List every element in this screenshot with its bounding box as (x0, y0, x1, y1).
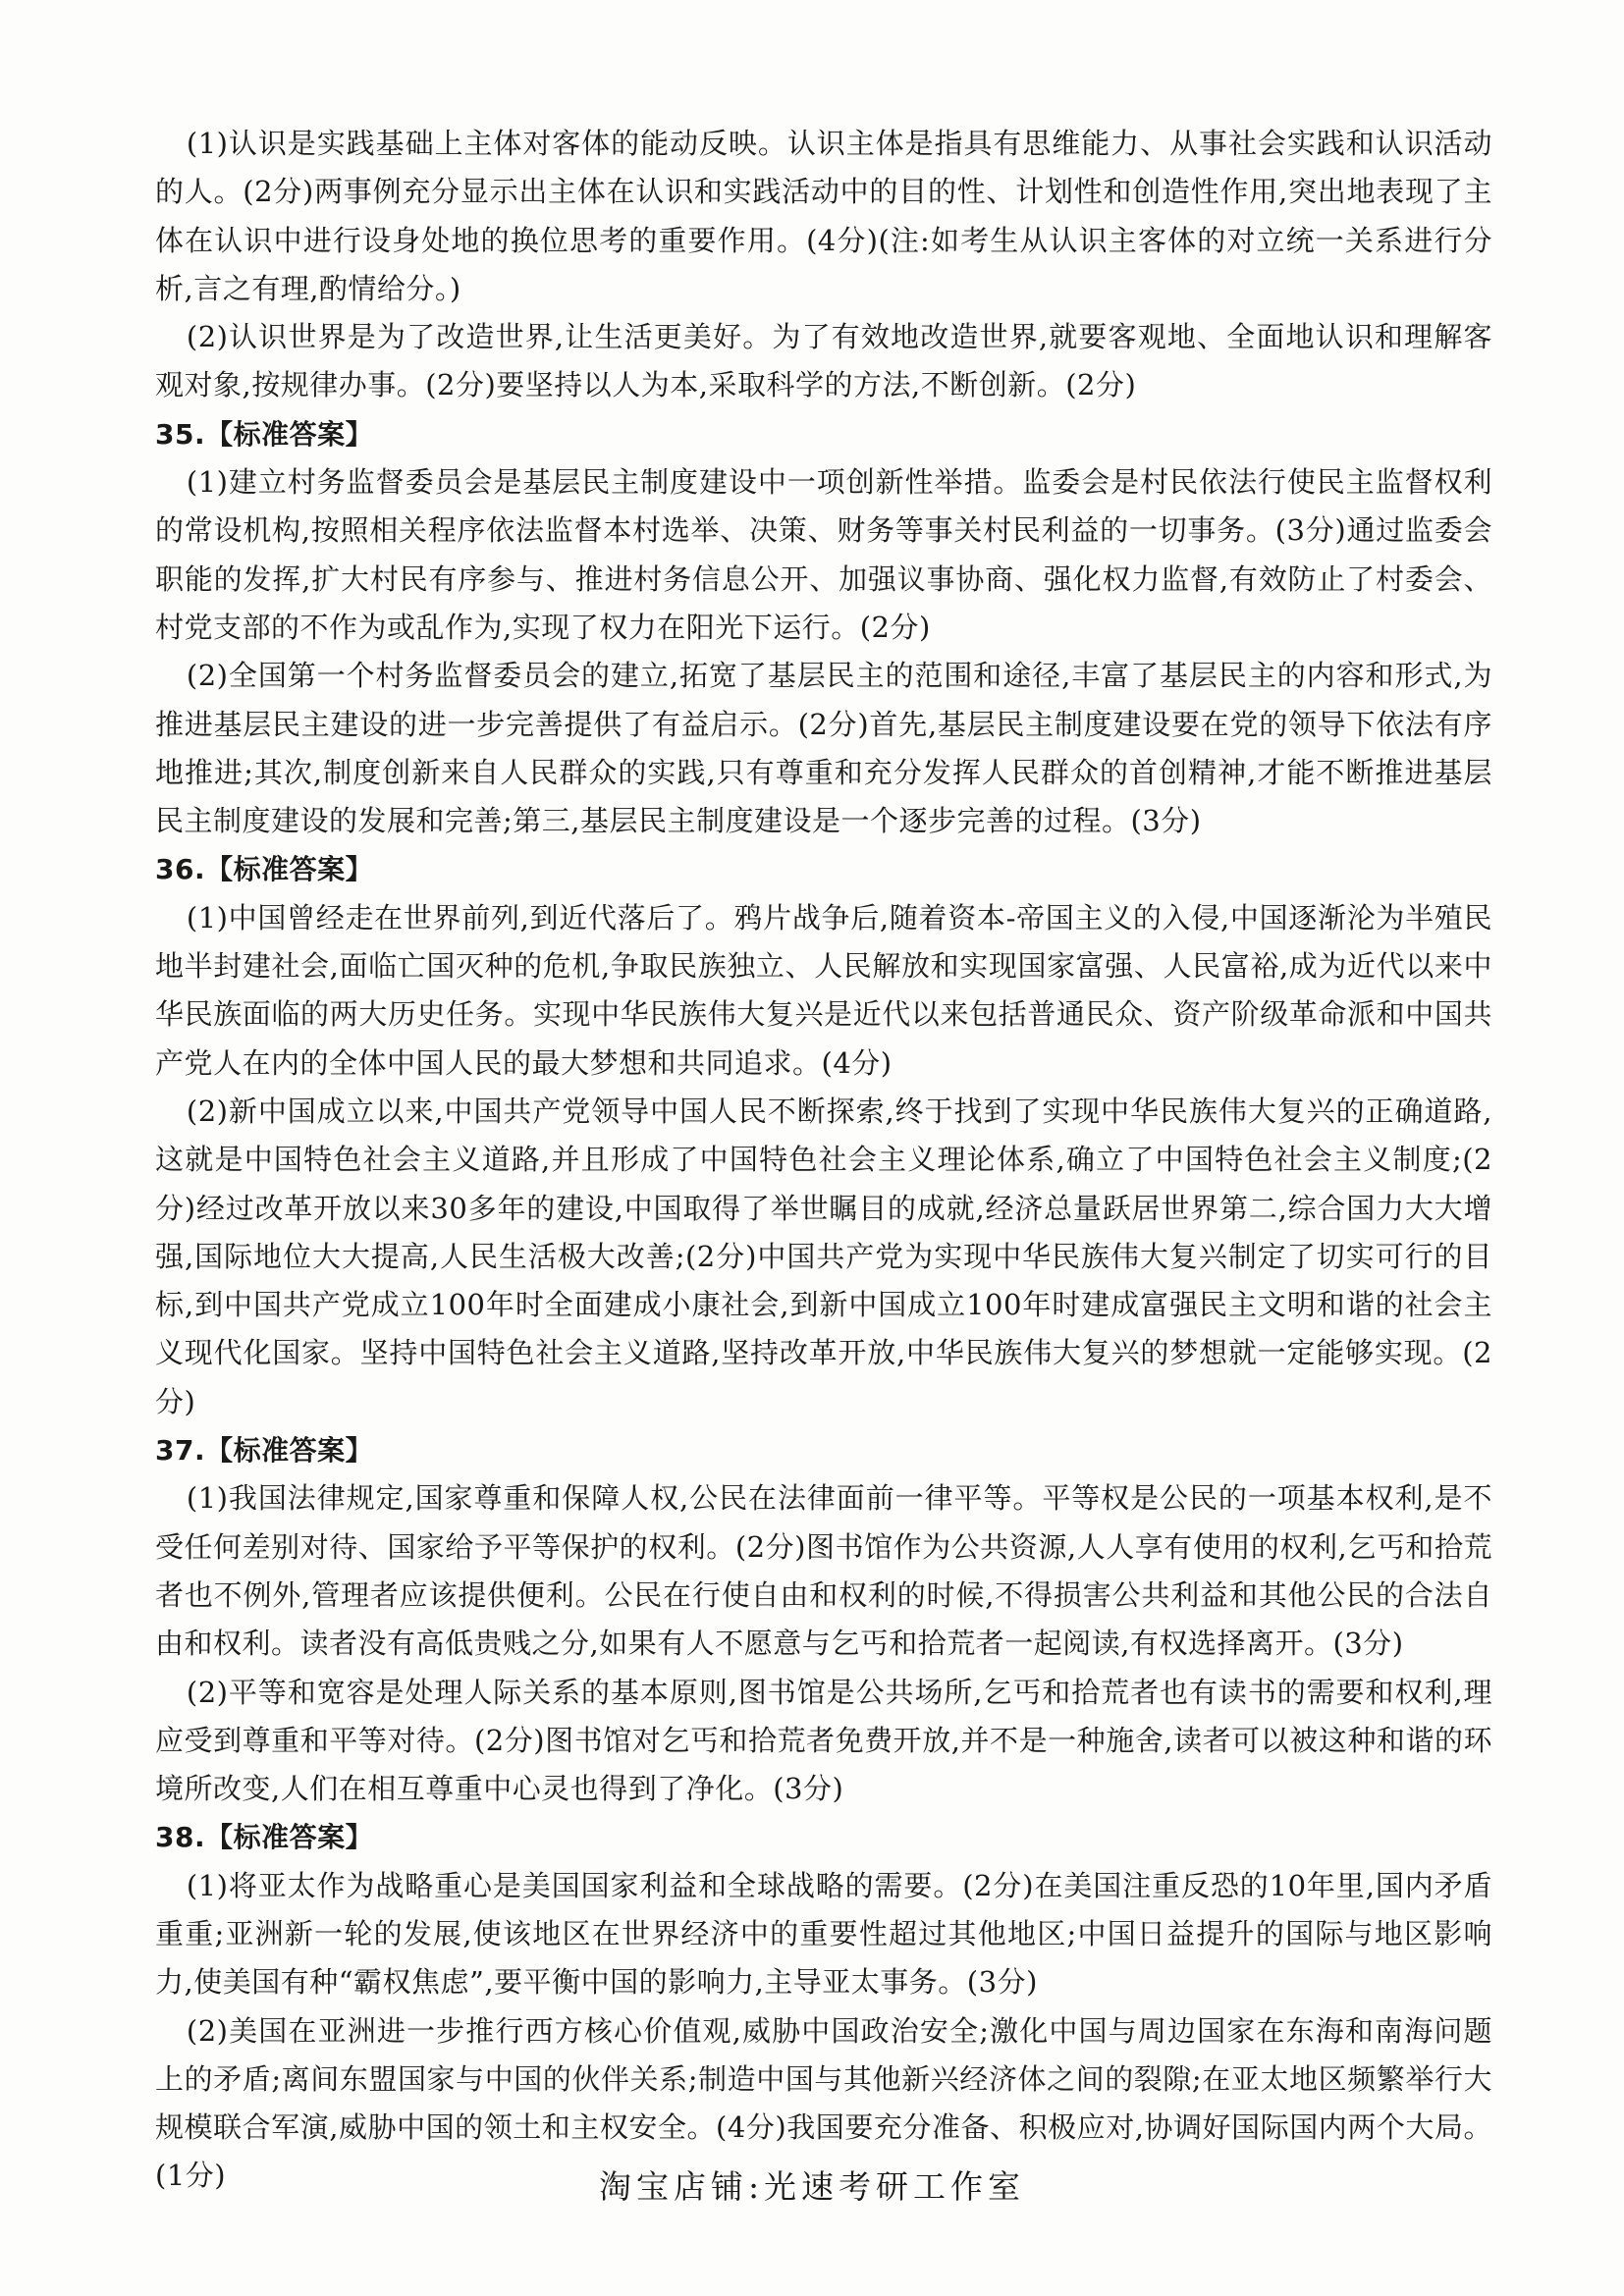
paragraph: (2)美国在亚洲进一步推行西方核心价值观,威胁中国政治安全;激化中国与周边国家在东海和南海问题上的矛盾;离间东盟国家与中国的伙伴关系;制造中国与其他新兴经济体之间的裂隙;在亚太地区频繁举行大规模联合军演,威胁中国的领土和主权安全。(4分)我国要充分准备、积极应对,协调好国际国内两个大局。(1分) (155, 2013, 1492, 2193)
section-36 (155, 845, 1492, 1426)
section-38 (155, 1813, 1492, 2200)
paragraph: (2)平等和宽容是处理人际关系的基本原则,图书馆是公共场所,乞丐和拾荒者也有读书的需要和权利,理应受到尊重和平等对待。(2分)图书馆对乞丐和拾荒者免费开放,并不是一种施舍,读者可以被这种和谐的环境所改变,人们在相互尊重中心灵也得到了净化。(3分) (155, 1675, 1492, 1806)
section-heading: 35.【标准答案】 (155, 417, 374, 451)
section-intro (155, 120, 1492, 410)
section-heading: 37.【标准答案】 (155, 1434, 374, 1468)
paragraph: (1)将亚太作为战略重心是美国国家利益和全球战略的需要。(2分)在美国注重反恐的10年里,国内矛盾重重;亚洲新一轮的发展,使该地区在世界经济中的重要性超过其他地区;中国日益提升的国际与地区影响力,使美国有种“霸权焦虑”,要平衡中国的影响力,主导亚太事务。(3分) (155, 1868, 1492, 2000)
answer-document (155, 120, 1492, 2201)
paragraph: (1)认识是实践基础上主体对客体的能动反映。认识主体是指具有思维能力、从事社会实践和认识活动的人。(2分)两事例充分显示出主体在认识和实践活动中的目的性、计划性和创造性作用,突出地表现了主体在认识中进行设身处地的换位思考的重要作用。(4分)(注:如考生从认识主客体的对立统一关系进行分析,言之有理,酌情给分。) (155, 127, 1492, 305)
paragraph: (2)认识世界是为了改造世界,让生活更美好。为了有效地改造世界,就要客观地、全面地认识和理解客观对象,按规律办事。(2分)要坚持以人为本,采取科学的方法,不断创新。(2分) (155, 320, 1492, 402)
section-heading: 36.【标准答案】 (155, 853, 374, 886)
section-35 (155, 410, 1492, 846)
paragraph: (1)中国曾经走在世界前列,到近代落后了。鸦片战争后,随着资本-帝国主义的入侵,中国逐渐沦为半殖民地半封建社会,面临亡国灭种的危机,争取民族独立、人民解放和实现国家富强、人民富裕,成为近代以来中华民族面临的两大历史任务。实现中华民族伟大复兴是近代以来包括普通民众、资产阶级革命派和中国共产党人在内的全体中国人民的最大梦想和共同追求。(4分) (155, 900, 1492, 1080)
paragraph: (1)我国法律规定,国家尊重和保障人权,公民在法律面前一律平等。平等权是公民的一项基本权利,是不受任何差别对待、国家给予平等保护的权利。(2分)图书馆作为公共资源,人人享有使用的权利,乞丐和拾荒者也不例外,管理者应该提供便利。公民在行使自由和权利的时候,不得损害公共利益和其他公民的合法自由和权利。读者没有高低贵贱之分,如果有人不愿意与乞丐和拾荒者一起阅读,有权选择离开。(3分) (155, 1481, 1492, 1661)
shop-footer: 淘宝店铺:光速考研工作室 (598, 2167, 1026, 2206)
section-heading: 38.【标准答案】 (155, 1821, 374, 1854)
paragraph: (2)全国第一个村务监督委员会的建立,拓宽了基层民主的范围和途径,丰富了基层民主的内容和形式,为推进基层民主建设的进一步完善提供了有益启示。(2分)首先,基层民主制度建设要在党的领导下依法有序地推进;其次,制度创新来自人民群众的实践,只有尊重和充分发挥人民群众的首创精神,才能不断推进基层民主制度建设的发展和完善;第三,基层民主制度建设是一个逐步完善的过程。(3分) (155, 659, 1492, 838)
paragraph: (1)建立村务监督委员会是基层民主制度建设中一项创新性举措。监委会是村民依法行使民主监督权利的常设机构,按照相关程序依法监督本村选举、决策、财务等事关村民利益的一切事务。(3分)通过监委会职能的发挥,扩大村民有序参与、推进村务信息公开、加强议事协商、强化权力监督,有效防止了村委会、村党支部的不作为或乱作为,实现了权力在阳光下运行。(2分) (155, 465, 1492, 644)
section-37 (155, 1426, 1492, 1813)
paragraph: (2)新中国成立以来,中国共产党领导中国人民不断探索,终于找到了实现中华民族伟大复兴的正确道路,这就是中国特色社会主义道路,并且形成了中国特色社会主义理论体系,确立了中国特色社会主义制度;(2分)经过改革开放以来30多年的建设,中国取得了举世瞩目的成就,经济总量跃居世界第二,综合国力大大增强,国际地位大大提高,人民生活极大改善;(2分)中国共产党为实现中华民族伟大复兴制定了切实可行的目标,到中国共产党成立100年时全面建成小康社会,到新中国成立100年时建成富强民主文明和谐的社会主义现代化国家。坚持中国特色社会主义道路,坚持改革开放,中华民族伟大复兴的梦想就一定能够实现。(2分) (155, 1094, 1492, 1418)
